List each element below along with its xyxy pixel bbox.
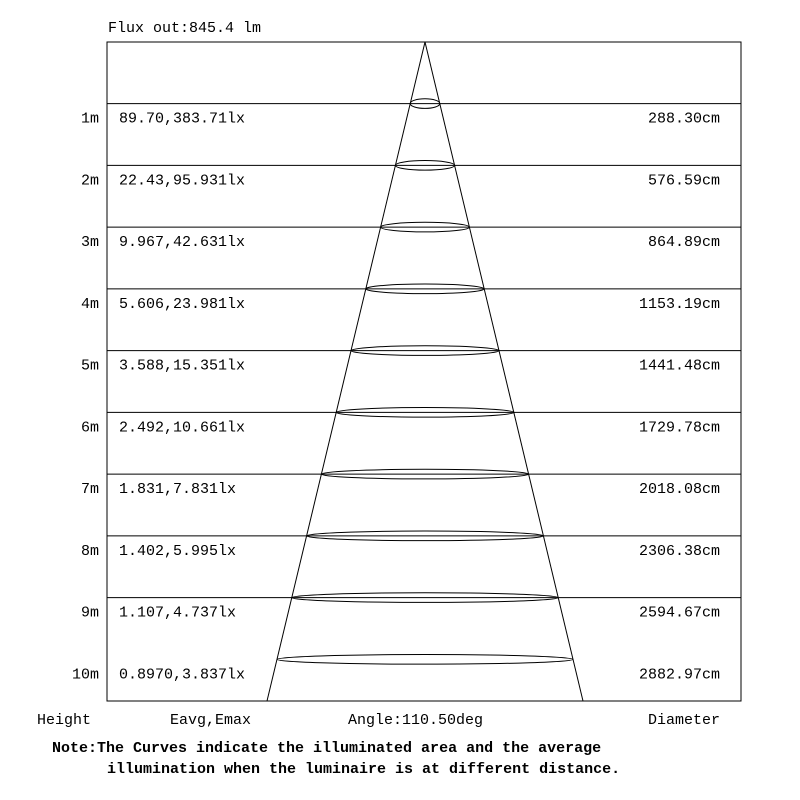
height-label: 9m — [80, 604, 99, 622]
illuminance-label: 2.492,10.661lx — [119, 419, 246, 437]
illuminance-label: 9.967,42.631lx — [119, 234, 246, 252]
note-line-1: Note:The Curves indicate the illuminated area and the average — [52, 740, 602, 757]
height-label: 4m — [80, 295, 99, 313]
height-label: 7m — [80, 481, 99, 499]
flux-out-label: Flux out:845.4 lm — [108, 20, 262, 37]
cone-layer — [267, 42, 583, 701]
diameter-label: 2306.38cm — [638, 542, 720, 560]
diameter-label: 576.59cm — [647, 172, 720, 190]
diameter-label: 2882.97cm — [638, 666, 720, 684]
values-axis-label: Eavg,Emax — [170, 712, 252, 729]
diameter-label: 1729.78cm — [638, 419, 720, 437]
height-label: 8m — [80, 542, 99, 560]
illuminance-label: 0.8970,3.837lx — [119, 666, 246, 684]
diameter-label: 1441.48cm — [638, 357, 720, 375]
diameter-label: 2594.67cm — [638, 604, 720, 622]
height-label: 1m — [80, 110, 99, 128]
angle-label: Angle:110.50deg — [348, 712, 484, 729]
height-label: 3m — [80, 234, 99, 252]
height-label: 2m — [80, 172, 99, 190]
rows-layer — [72, 104, 741, 684]
illuminated-area-ellipse — [277, 655, 573, 665]
note-line-2: illumination when the luminaire is at different distance. — [107, 761, 621, 778]
height-label: 5m — [80, 357, 99, 375]
illuminance-label: 22.43,95.931lx — [119, 172, 246, 190]
illuminance-label: 89.70,383.71lx — [119, 110, 246, 128]
illuminance-label: 3.588,15.351lx — [119, 357, 246, 375]
diameter-label: 1153.19cm — [638, 295, 720, 313]
height-label: 10m — [71, 666, 99, 684]
diameter-label: 2018.08cm — [638, 481, 720, 499]
illuminance-label: 1.831,7.831lx — [119, 481, 237, 499]
illuminance-label: 5.606,23.981lx — [119, 295, 246, 313]
diameter-axis-label: Diameter — [647, 712, 720, 729]
height-axis-label: Height — [37, 712, 92, 729]
height-label: 6m — [80, 419, 99, 437]
illuminance-label: 1.402,5.995lx — [119, 542, 237, 560]
diameter-label: 288.30cm — [647, 110, 720, 128]
diameter-label: 864.89cm — [647, 234, 720, 252]
illuminance-label: 1.107,4.737lx — [119, 604, 237, 622]
